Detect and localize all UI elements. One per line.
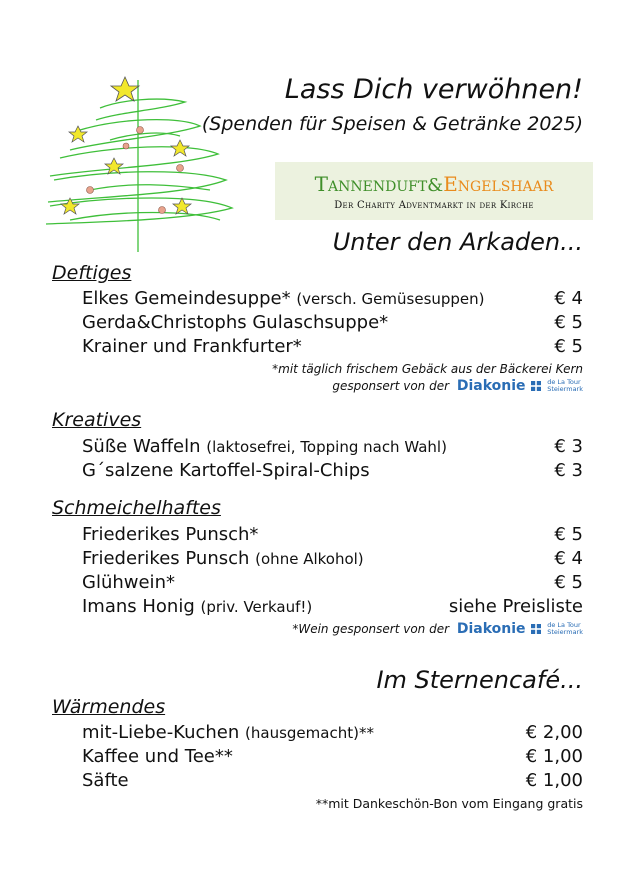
diakonie-logo	[457, 378, 583, 394]
logo-word-engelshaar: Engelshaar	[443, 172, 554, 196]
section-title-arkaden: Unter den Arkaden...	[332, 228, 583, 256]
item-name: Friederikes Punsch	[82, 548, 250, 569]
item-name: Glühwein*	[82, 572, 175, 593]
category-waermendes: Wärmendes	[52, 696, 166, 718]
category-deftiges: Deftiges	[52, 262, 132, 284]
item-price: € 4	[554, 288, 583, 309]
item-price: € 3	[554, 460, 583, 481]
logo-tagline: Der Charity Adventmarkt in der Kirche	[334, 200, 534, 211]
item-name: Elkes Gemeindesuppe*	[82, 288, 291, 309]
menu-item	[82, 288, 583, 312]
item-price: € 5	[554, 572, 583, 593]
item-note: (hausgemacht)**	[245, 724, 374, 742]
sponsor-line-deftiges	[332, 378, 583, 396]
event-logo	[275, 162, 593, 220]
star-icon	[111, 77, 139, 101]
item-name: Kaffee und Tee**	[82, 746, 233, 767]
page-title: Lass Dich verwöhnen!	[284, 74, 583, 105]
item-price: € 5	[554, 524, 583, 545]
item-name: G´salzene Kartoffel-Spiral-Chips	[82, 460, 370, 481]
diakonie-tag-line1: de La Tour	[547, 377, 581, 386]
item-price: € 3	[554, 436, 583, 457]
diakonie-tag-line2: Steiermark	[547, 385, 583, 393]
logo-wordmark	[275, 172, 593, 196]
menu-item	[82, 460, 583, 484]
diakonie-tag-line2: Steiermark	[547, 628, 583, 636]
item-name: Friederikes Punsch*	[82, 524, 259, 545]
menu-item	[82, 548, 583, 572]
menu-item	[82, 312, 583, 336]
diakonie-cross-icon	[531, 381, 541, 391]
item-name: Säfte	[82, 770, 129, 791]
menu-item	[82, 436, 583, 460]
diakonie-wordmark: Diakonie	[456, 378, 526, 394]
menu-item	[82, 746, 583, 770]
sponsor-text: gesponsert von der	[332, 379, 450, 393]
item-price: € 4	[554, 548, 583, 569]
item-name: Gerda&Christophs Gulaschsuppe*	[82, 312, 389, 333]
menu-item	[82, 770, 583, 794]
menu-item	[82, 596, 583, 620]
diakonie-logo	[457, 621, 583, 637]
item-price: € 1,00	[525, 770, 583, 791]
christmas-tree-illustration	[40, 70, 240, 260]
section-title-sternencafe: Im Sternencafé...	[376, 666, 583, 694]
item-name: Imans Honig	[82, 596, 195, 617]
item-name: mit-Liebe-Kuchen	[82, 722, 240, 743]
logo-word-tannenduft: Tannenduft	[314, 172, 428, 196]
category-schmeichelhaftes: Schmeichelhaftes	[52, 497, 221, 519]
item-price: € 1,00	[525, 746, 583, 767]
item-note: (priv. Verkauf!)	[200, 598, 313, 616]
item-price: siehe Preisliste	[448, 596, 583, 617]
footnote-baeckerei: *mit täglich frischem Gebäck aus der Bäckerei Kern	[272, 362, 583, 376]
footnote-bon: **mit Dankeschön-Bon vom Eingang gratis	[315, 796, 583, 811]
item-price: € 5	[554, 336, 583, 357]
page-subtitle: (Spenden für Speisen & Getränke 2025)	[201, 113, 583, 135]
menu-item	[82, 572, 583, 596]
diakonie-tag-line1: de La Tour	[547, 620, 581, 629]
item-name: Krainer und Frankfurter*	[82, 336, 302, 357]
item-price: € 2,00	[525, 722, 583, 743]
diakonie-cross-icon	[531, 624, 541, 634]
item-note: (ohne Alkohol)	[255, 550, 364, 568]
menu-item	[82, 336, 583, 360]
logo-ampersand: &	[427, 175, 444, 196]
item-price: € 5	[554, 312, 583, 333]
sponsor-text: *Wein gesponsert von der	[292, 622, 450, 636]
sponsor-line-wein	[292, 621, 583, 639]
menu-item	[82, 524, 583, 548]
menu-item	[82, 722, 583, 746]
item-name: Süße Waffeln	[82, 436, 201, 457]
item-note: (versch. Gemüsesuppen)	[296, 290, 485, 308]
item-note: (laktosefrei, Topping nach Wahl)	[206, 438, 447, 456]
diakonie-wordmark: Diakonie	[456, 621, 526, 637]
category-kreatives: Kreatives	[52, 409, 142, 431]
